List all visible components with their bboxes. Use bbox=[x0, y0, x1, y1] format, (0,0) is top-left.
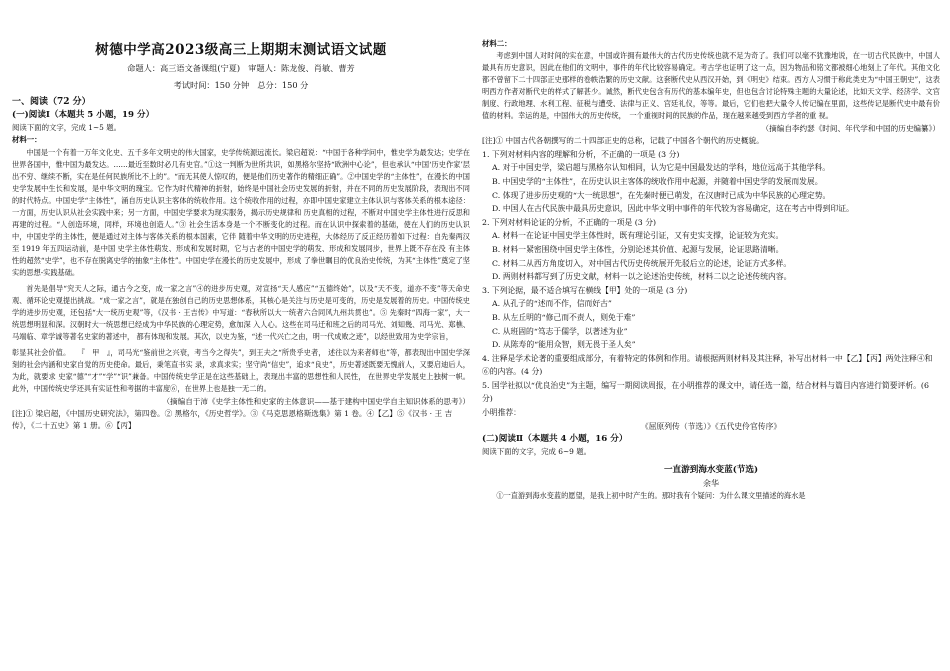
essay-paragraph-1: ①一直游到海水变蓝的愿望，是我上初中时产生的。那时我有个疑问：为什么课文里描述的海水是 bbox=[496, 490, 806, 500]
question-1-option-d: D. 中国人在古代民族中最具历史意识，因此中华文明中事件的年代较为容易确定，这在考古中得到印证。 bbox=[492, 204, 854, 214]
material2-notes: [注]① 中国古代各朝撰写的二十四部正史的总称，记载了中国各个朝代的历史概貌。 bbox=[482, 136, 764, 146]
question-3-option-d: D. 从陈寿的“能用众智，则无畏于圣人矣” bbox=[492, 340, 636, 350]
question-4: 4. 注释是学术论著的重要组成部分，有着特定的体例和作用。请根据两则材料及其注释，补写出材料一中【乙】【丙】两处注释④和⑥的内容。(4 分) bbox=[482, 353, 933, 377]
question-5-books: 《屈原列传（节选）》《五代史伶官传序》 bbox=[640, 421, 782, 431]
reading1-heading: (一)阅读Ⅰ（本题共 5 小题，19 分） bbox=[12, 110, 155, 120]
question-1: 1. 下列对材料内容的理解和分析，不正确的一项是 (3 分) bbox=[482, 149, 680, 159]
question-2-option-a: A. 材料一在论证中国史学主体性时，既有理论引证，又有史实支撑，论证较为充实。 bbox=[492, 231, 784, 241]
right-column bbox=[482, 0, 940, 671]
exam-authors: 命题人：高三语文备课组(宁夏) 审题人：陈龙俊、肖敏、曹芳 bbox=[127, 63, 355, 73]
material1-notes: [注]① 梁启超，《中国历史研究法》，第四卷。② 黑格尔，《历史哲学》。③《马克思恩格斯选集》第 1 卷。④【乙】⑤《汉书 · 王 吉传》，《二十五史》第 1 册。⑥【丙】 bbox=[12, 408, 453, 431]
question-5: 5. 国学社拟以“优良治史”为主题，编写一期阅读周报，在小明推荐的课文中，请任选一篇，结合材料与篇目内容进行简要评析。(6 分) bbox=[482, 380, 929, 404]
question-3-option-b: B. 从左丘明的“修己而不责人，则免于难” bbox=[492, 312, 636, 322]
essay-author: 余华 bbox=[703, 478, 719, 488]
question-5-recommend-label: 小明推荐： bbox=[482, 408, 521, 418]
question-2-option-b: B. 材料一紧密围绕中国史学主体性，分别论述其价值、起源与发展，论证思路清晰。 bbox=[492, 244, 784, 254]
question-3-option-a: A. 从孔子的“述而不作，信而好古” bbox=[492, 299, 612, 309]
essay-title: 一直游到海水变蓝(节选) bbox=[663, 464, 759, 475]
question-2-option-d: D. 两则材料都写到了历史文献，材料一以之论述治史传统，材料二以之论述传统内容。 bbox=[492, 272, 792, 282]
material1-source: （摘编自于沛《史学主体性和史家的主体意识——基于建构中国史学自主知识体系的思考》） bbox=[162, 396, 470, 406]
reading2-instruction: 阅读下面的文字，完成 6~9 题。 bbox=[482, 447, 591, 457]
section-reading-heading: 一、阅读（72 分） bbox=[12, 97, 91, 107]
left-column bbox=[12, 0, 470, 671]
reading2-heading: (二)阅读Ⅱ（本题共 4 小题，16 分） bbox=[482, 434, 628, 445]
exam-title: 树德中学高2023级高三上期期末测试语文试题 bbox=[95, 42, 387, 58]
material2-text: 考虑到中国人对时间的实在意，中国或许拥有最伟大的古代历史传统也就不足为奇了。我们可以毫不犹豫地说，在一切古代民族中，中国人最具有历史意识，因此在他们的文明中，事件的年代比较容易确定。考古学也证明了这一点，因为物品和铭文都被细心地刻上了年代。其他文化都不曾留下二十四部正史那样的卷帙浩繁的历史文献。这套断代史从西汉开始，到《明史》结束。西方人习惯于称此类史为“中国王朝史”，这表明西方作者对断代史的样式了解甚少。诚然，断代史包含有历代的基本编年史，但也包含讨论特殊主题的大量论述，比如天文学、经济学、文官制度、行政地理、水利工程、征税与遭受、法律与正义、宫廷礼仪，等等。最后，它们也把大量令人传记编在里面，这些传记是断代史中最有价值的材料。幸运的是，中国伟大的历史传统， 一个重视时间的民族的作品，现在越来越受到西方学者的重 视。 bbox=[482, 51, 940, 121]
material1-paragraph-1: 中国是一个有着一万年文化史、五千多年文明史的伟大国家，史学传统源远流长。梁启超说：“中国于各种学问中，惟史学为最发达；史学在世界各国中，惟中国为最发达。……最近至数时必几有史官。”①这一判断为世所共识，如黑格尔坚持“欧洲中心论”，但也承认“中国‘历史作家’层出不穷、继续不断，实在是任何民族所比不上的”。“而无其使人惊叹的，便是他们历史著作的精细正确”。②中国史学的“主体性”，在漫长的中国史学发展中生长和发展，是中华文明的瑰宝。它作为时代精神的折射，始终是中国社会历史发展的折射，并在不同的历史发展阶段，表现出不同的时代特点。中国史学“主体性”，涌自历史认识主客体的统收作用。这个统收作用的过程，亦即中国史家建立主体认识与客体关系的根本途径：一方面，历史认识从社会实践中来；另一方面，中国史学要求为现实服务，揭示历史规律和 历史真相的过程，不断对中国史学主体性进行反思和再建的过程。“人创造环境，同样，环境也创造人。”③ 社会生活本身是一个不断变化的过程。而在认识中探索着的基础，使在人们的历史认识中，中国史学的主体性，便是通过对主体与客体关系的根本国素，它伴 随着中华文明的历史进程，大体经历了反正经历着如下过程：自先秦两汉至 1919 年五四运动前，是中国 史学主体性萌发、形成和发展时期，它与古老的中国史学的萌发、形成和发展同步，世界上既不存在没 有主体性的超然“史学”，也不存在脱离史学的抽象“主体性”。中国史学在漫长的历史发展中，形成 了拳世瞩目的优良治史传统，为其“主体性”奠定了坚实的思想-实践基础。 bbox=[12, 147, 470, 277]
material1-paragraph-3: 彰显其社会价值。 『 甲 』，司马光“鉴前世之兴衰，考当今之得失”，到王夫之“所贵乎史者， 述往以为来者师也”等，都表现出中国史学深刻的社会内涵和史家自觉的历史使命。最后，秉笔直书实 录，求真求实；坚守尚“信史”，追求“良史”，历史著述既要无愧前人，又要启迪后人，为此，就要求 史家“德”“才”“学”“识”兼备。中国传统史学正是在这些基础上，表现出丰富的思想性和人民性， 在世界史学发展史上独树一帜。此外，中国传统史学还具有实证性和考据的丰富度⑥，在世界上也是独一无二的。 bbox=[12, 347, 470, 393]
question-3: 3. 下列论据，最不适合填写在横线【甲】处的一项是 (3 分) bbox=[482, 285, 688, 295]
reading1-instruction: 阅读下面的文字，完成 1~5 题。 bbox=[12, 123, 121, 132]
question-3-option-c: C. 从班固的“笃志于儒学，以著述为业” bbox=[492, 326, 628, 336]
question-2: 2. 下列对材料论证的分析，不正确的一项是 (3 分) bbox=[482, 217, 657, 227]
material1-paragraph-2: 首先是倡导“究天人之际，通古今之变，成一家之言”④的进步历史观，对宣扬“天人感应”“五德终始”，以及“天不变，道亦不变”等天命史观、循环论史观提出挑战。“成一家之言”，就是在独创自己的历史思想体系，其核心是关注与历史是可变的，历史是发展着的历史。中国传统史学的进步历史观，还包括“大一统历史观”等，《汉书 · 王吉传》中写道：“春秋所以大一统者六合同风九州共贯也”。⑤ 先秦时“四海一家”，大一统思想明显和深。汉朝时大一统思想已经成为中华民族的心理定势，愈加深 入人心。这些在司马迁和班之后的司马光、刘知幾、司马光、郑樵、马端临、章学诚等著名史家的著述中， 都有体现和发展。其次，以史为鉴，“述一代兴亡之由，明一代成败之迹”，以经世致用为史学宗旨， bbox=[12, 283, 470, 341]
material1-label: 材料一： bbox=[12, 135, 42, 145]
question-1-option-c: C. 体现了进步历史观的“大一统思想”，在先秦时便已萌发，在汉唐时已成为中华民族的心理定势。 bbox=[492, 190, 831, 200]
question-1-option-b: B. 中国史学的“主体性”，在历史认识主客体的统收作用中起源，并随着中国史学的发展而发展。 bbox=[492, 176, 823, 186]
exam-time-score: 考试时间：150 分钟 总分：150 分 bbox=[173, 80, 309, 90]
material2-label: 材料二： bbox=[482, 39, 512, 48]
material2-source: （摘编自李约瑟《时间、年代学和中国的历史编纂》） bbox=[761, 124, 940, 134]
question-1-option-a: A. 对于中国史学，梁启超与黑格尔认知相同，认为它是中国最发达的学科，地位远高于其他学科。 bbox=[492, 163, 831, 173]
question-2-option-c: C. 材料二从西方角度切入，对中国古代历史传统展开先驳后立的论述，论证方式多样。 bbox=[492, 258, 792, 268]
